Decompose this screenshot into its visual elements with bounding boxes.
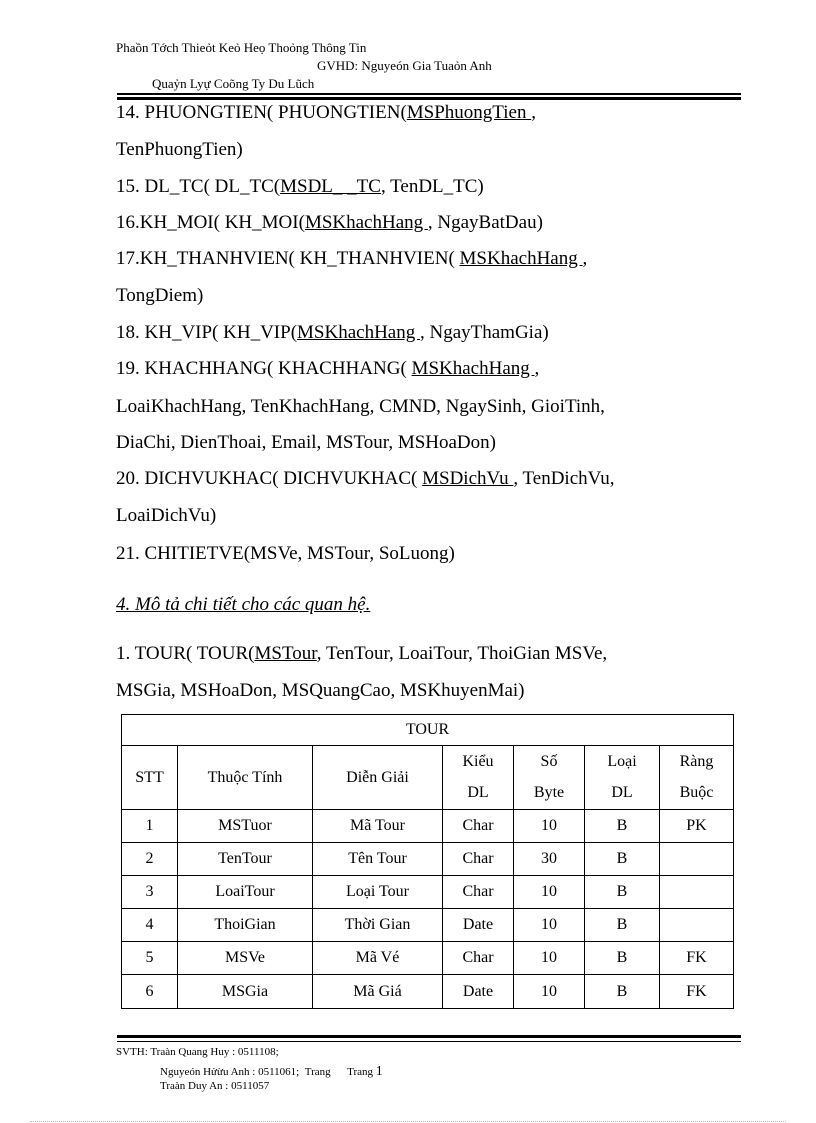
entity-text: 21. CHITIETVE(MSVe, MSTour, SoLuong) <box>116 543 455 564</box>
header-bytes-top: Số <box>514 746 585 778</box>
cell-stt: 3 <box>122 876 178 909</box>
cell-description: Mã Tour <box>313 810 443 843</box>
entity-text-tail: , NgayBatDau) <box>427 212 543 233</box>
entity-line <box>116 358 539 380</box>
footer-student-2: Nguyeón Hửừu Anh : 0511061; <box>160 1066 300 1078</box>
entity-text: 16.KH_MOI( KH_MOI( <box>116 212 305 233</box>
cell-type: Date <box>443 909 514 942</box>
entity-line <box>116 396 605 418</box>
entity-line <box>116 432 496 454</box>
footer-page-number: 1 <box>375 1064 383 1079</box>
table-row <box>122 942 734 975</box>
footer-page-label-1: Trang <box>304 1066 331 1078</box>
table-row <box>122 843 734 876</box>
entity-text: 19. KHACHHANG( KHACHHANG( <box>116 358 412 379</box>
cell-attribute: MSTuor <box>178 810 313 843</box>
header-advisor: GVHD: Nguyeón Gia Tuaỏn Anh <box>317 58 492 73</box>
cell-kind: B <box>585 975 660 1009</box>
entity-line <box>116 468 614 490</box>
entity-primary-key: MSKhachHang <box>411 358 535 379</box>
header-type-top: Kiểu <box>443 746 514 778</box>
entity-line <box>116 505 216 527</box>
cell-kind: B <box>585 810 660 843</box>
page-bottom-border <box>30 1121 786 1122</box>
table-row <box>122 975 734 1009</box>
cell-constraint <box>660 843 734 876</box>
cell-constraint <box>660 876 734 909</box>
header-description: Diễn Giải <box>313 746 443 810</box>
cell-kind: B <box>585 942 660 975</box>
cell-kind: B <box>585 909 660 942</box>
cell-stt: 2 <box>122 843 178 876</box>
cell-bytes: 10 <box>514 810 585 843</box>
cell-description: Mã Giá <box>313 975 443 1009</box>
entity-text-tail: , <box>531 102 536 123</box>
entity-text-tail: , NgayThamGia) <box>419 322 549 343</box>
cell-attribute: ThoiGian <box>178 909 313 942</box>
footer-rule-thin <box>117 1041 741 1042</box>
header-kind-bottom: DL <box>585 778 660 810</box>
cell-description: Thời Gian <box>313 909 443 942</box>
cell-type: Char <box>443 876 514 909</box>
entity-primary-key: MSDL_ _TC <box>280 176 381 197</box>
entity-line <box>116 102 536 124</box>
cell-stt: 4 <box>122 909 178 942</box>
header-rule-thin <box>117 93 741 95</box>
entity-text: 14. PHUONGTIEN( PHUONGTIEN( <box>116 102 407 123</box>
entity-text-tail: , TenDichVu, <box>513 468 615 489</box>
cell-description: Tên Tour <box>313 843 443 876</box>
relation-prefix: 1. TOUR( TOUR( <box>116 643 255 664</box>
cell-description: Mã Vé <box>313 942 443 975</box>
table-row <box>122 876 734 909</box>
entity-line <box>116 139 243 161</box>
table-row <box>122 909 734 942</box>
entity-primary-key: MSKhachHang <box>304 212 428 233</box>
entity-text-tail: , <box>534 358 540 379</box>
entity-text-tail: , TenDL_TC) <box>380 176 484 197</box>
entity-text: 17.KH_THANHVIEN( KH_THANHVIEN( <box>116 248 460 269</box>
cell-constraint: PK <box>660 810 734 843</box>
header-type-bottom: DL <box>443 778 514 810</box>
cell-bytes: 10 <box>514 975 585 1009</box>
tour-table <box>121 714 734 1009</box>
entity-line <box>116 212 543 234</box>
section-heading: 4. Mô tả chi tiết cho các quan hệ. <box>116 594 371 615</box>
header-kind-top: Loại <box>585 746 660 778</box>
table-row <box>122 810 734 843</box>
cell-attribute: MSGia <box>178 975 313 1009</box>
header-subject: Quaỷn Lyự Coõng Ty Du Lũch <box>152 76 315 91</box>
cell-type: Date <box>443 975 514 1009</box>
cell-kind: B <box>585 843 660 876</box>
cell-stt: 6 <box>122 975 178 1009</box>
header-rule-thick <box>117 97 741 100</box>
header-constraint-bottom: Buộc <box>660 778 734 810</box>
cell-stt: 5 <box>122 942 178 975</box>
header-stt: STT <box>122 746 178 810</box>
footer-students-line-3: Traàn Duy An : 0511057 <box>160 1080 270 1092</box>
entity-text: 15. DL_TC( DL_TC( <box>116 176 281 197</box>
entity-text-tail: , <box>582 248 588 269</box>
entity-text: LoaiKhachHang, TenKhachHang, CMND, NgaySinh, GioiTinh, <box>116 396 605 417</box>
cell-constraint: FK <box>660 942 734 975</box>
header-title: Phaồn Tớch Thieỏt Keỏ Heọ Thoỏng Thông Tin <box>116 40 367 55</box>
table-title: TOUR <box>122 715 734 746</box>
header-bytes-bottom: Byte <box>514 778 585 810</box>
cell-attribute: LoaiTour <box>178 876 313 909</box>
table-body <box>122 810 734 1009</box>
cell-constraint: FK <box>660 975 734 1009</box>
relation-line-1 <box>116 643 607 665</box>
entity-primary-key: MSPhuongTien <box>406 102 532 123</box>
cell-kind: B <box>585 876 660 909</box>
entity-text: LoaiDichVu) <box>116 505 217 526</box>
cell-attribute: MSVe <box>178 942 313 975</box>
footer-page-label-2: Trang <box>347 1066 374 1078</box>
cell-type: Char <box>443 942 514 975</box>
cell-bytes: 10 <box>514 909 585 942</box>
cell-bytes: 10 <box>514 942 585 975</box>
entity-text: TenPhuongTien) <box>116 139 243 160</box>
relation-line-2: MSGia, MSHoaDon, MSQuangCao, MSKhuyenMai) <box>116 680 525 701</box>
entity-line <box>116 322 549 344</box>
entity-primary-key: MSKhachHang <box>297 322 420 343</box>
entity-line <box>116 543 455 565</box>
cell-attribute: TenTour <box>178 843 313 876</box>
entity-text: 20. DICHVUKHAC( DICHVUKHAC( <box>116 468 423 489</box>
cell-constraint <box>660 909 734 942</box>
entity-line <box>116 285 203 307</box>
footer-rule-thick <box>117 1035 741 1038</box>
header-constraint-top: Ràng <box>660 746 734 778</box>
entity-primary-key: MSDichVu <box>422 468 514 489</box>
cell-bytes: 30 <box>514 843 585 876</box>
entity-primary-key: MSKhachHang <box>459 248 583 269</box>
entity-line <box>116 248 587 270</box>
cell-type: Char <box>443 810 514 843</box>
footer-students-line-2 <box>160 1064 383 1080</box>
relation-primary-key: MSTour <box>254 643 317 664</box>
relation-suffix: , TenTour, LoaiTour, ThoiGian MSVe, <box>316 643 608 664</box>
footer-students-line-1: SVTH: Traàn Quang Huy : 0511108; <box>116 1046 279 1058</box>
entity-line <box>116 176 484 198</box>
cell-stt: 1 <box>122 810 178 843</box>
cell-type: Char <box>443 843 514 876</box>
entity-text: DiaChi, DienThoai, Email, MSTour, MSHoaDon) <box>116 432 496 453</box>
header-attribute: Thuộc Tính <box>178 746 313 810</box>
cell-description: Loại Tour <box>313 876 443 909</box>
cell-bytes: 10 <box>514 876 585 909</box>
entity-text: TongDiem) <box>116 285 204 306</box>
entity-text: 18. KH_VIP( KH_VIP( <box>116 322 298 343</box>
